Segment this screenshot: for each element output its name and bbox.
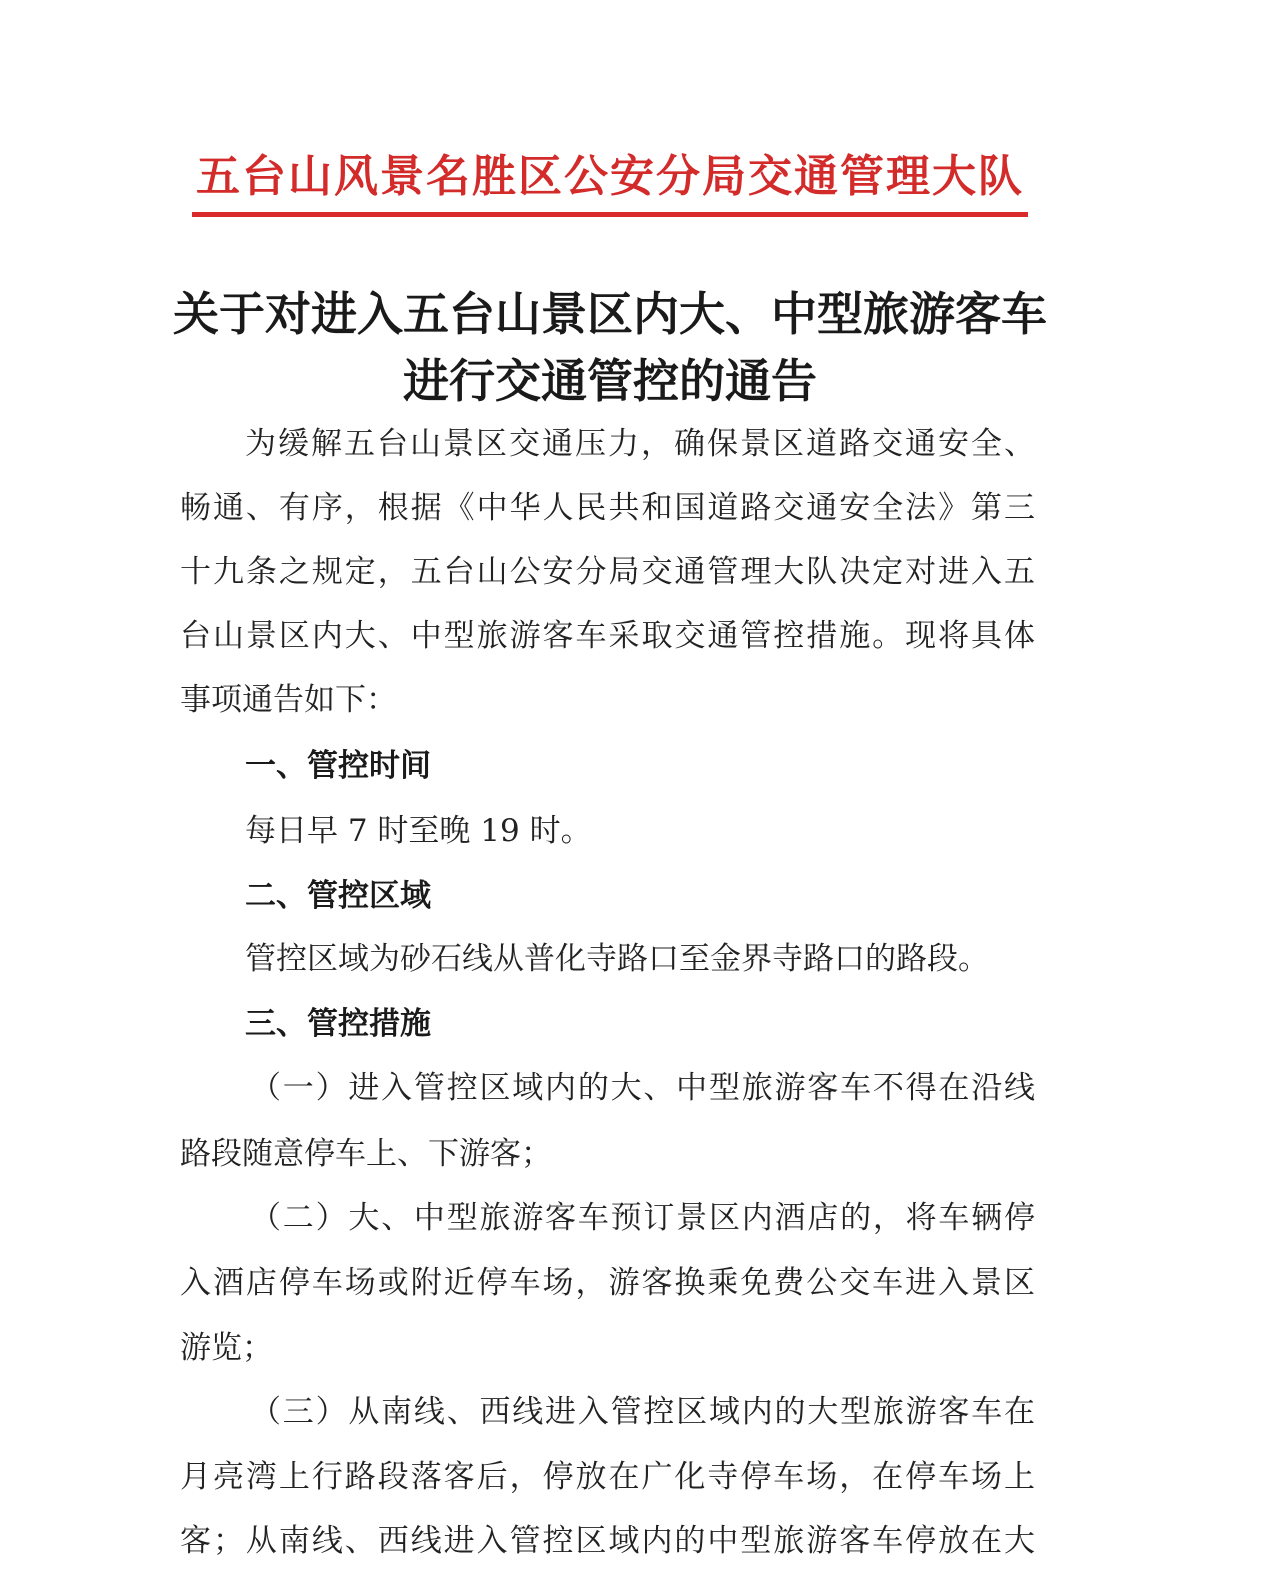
intro-line-1: 为缓解五台山景区交通压力，确保景区道路交通安全、 — [245, 426, 1035, 462]
red-divider-line — [192, 212, 1028, 217]
section-2-heading: 二、管控区域 — [245, 878, 431, 914]
measure-2-line-1: （二）大、中型旅游客车预订景区内酒店的，将车辆停 — [250, 1200, 1035, 1236]
measure-3-line-1: （三）从南线、西线进入管控区域内的大型旅游客车在 — [250, 1394, 1035, 1430]
measure-2-line-2: 入酒店停车场或附近停车场，游客换乘免费公交车进入景区 — [180, 1265, 1035, 1301]
organization-header: 五台山风景名胜区公安分局交通管理大队 — [196, 151, 1024, 202]
intro-line-5: 事项通告如下： — [180, 682, 397, 718]
section-1-heading: 一、管控时间 — [245, 748, 431, 784]
measure-2-line-3: 游览； — [180, 1330, 273, 1366]
section-2-text: 管控区域为砂石线从普化寺路口至金界寺路口的路段。 — [245, 941, 989, 977]
intro-line-2: 畅通、有序，根据《中华人民共和国道路交通安全法》第三 — [180, 490, 1035, 526]
measure-1-line-2: 路段随意停车上、下游客； — [180, 1136, 552, 1172]
intro-line-4: 台山景区内大、中型旅游客车采取交通管控措施。现将具体 — [180, 618, 1035, 654]
section-3-heading: 三、管控措施 — [245, 1006, 431, 1042]
measure-3-line-3: 客；从南线、西线进入管控区域内的中型旅游客车停放在大 — [180, 1523, 1035, 1559]
notice-title-line-2: 进行交通管控的通告 — [403, 354, 817, 408]
section-1-text: 每日早 7 时至晚 19 时。 — [245, 813, 592, 849]
intro-line-3: 十九条之规定，五台山公安分局交通管理大队决定对进入五 — [180, 554, 1035, 590]
measure-3-line-2: 月亮湾上行路段落客后，停放在广化寺停车场，在停车场上 — [180, 1459, 1035, 1495]
measure-1-line-1: （一）进入管控区域内的大、中型旅游客车不得在沿线 — [250, 1070, 1035, 1106]
notice-title-line-1: 关于对进入五台山景区内大、中型旅游客车 — [173, 287, 1047, 341]
